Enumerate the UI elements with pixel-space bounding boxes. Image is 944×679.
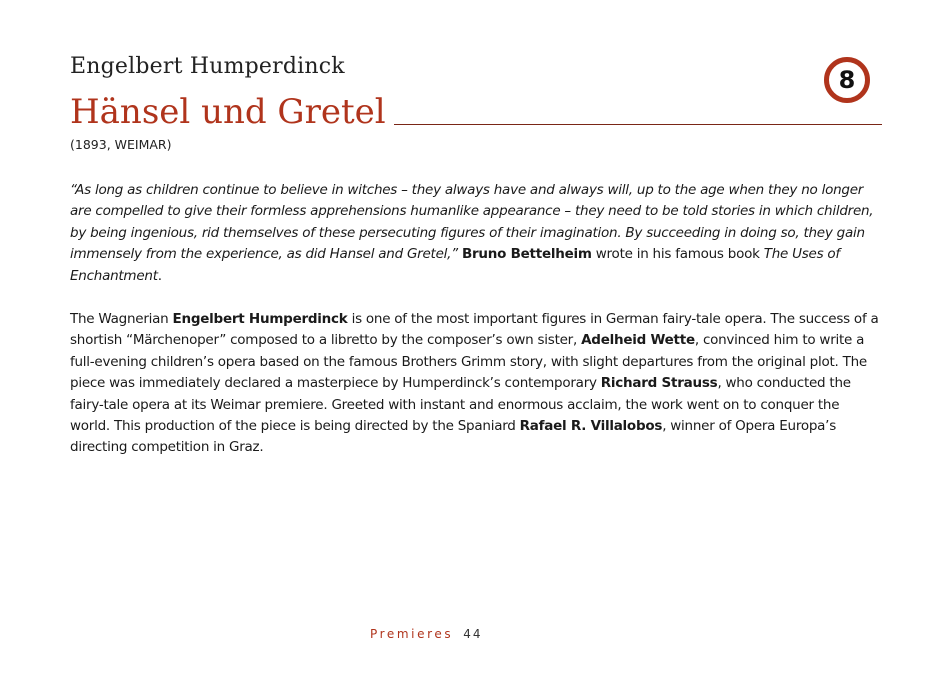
name-villalobos: Rafael R. Villalobos [519, 418, 663, 435]
body-text-2: is one of the most important figures in German fairy-tale opera. The success of a shortish “Märchenoper” composed to a libretto by the composer’s own sister, [70, 311, 879, 349]
book-title: The Uses of Enchantment [70, 246, 840, 284]
title-row [70, 92, 882, 136]
name-wette: Adelheid Wette [581, 332, 695, 349]
body-text-4: , who conducted the fairy-tale opera at its Weimar premiere. Greeted with instant and enormous acclaim, the work went on to conquer the world. This production of the piece is being directed by the Spaniard [70, 375, 851, 435]
quote-end: . [157, 267, 162, 284]
opera-title: Hänsel und Gretel [70, 92, 386, 132]
body-paragraph [70, 309, 880, 459]
composer-name: Engelbert Humperdinck [70, 54, 345, 79]
quote-author: Bruno Bettelheim [461, 246, 592, 263]
footer-section: Premieres [370, 627, 454, 641]
title-rule [394, 124, 882, 125]
quote-attribution: wrote in his famous book [595, 246, 760, 263]
quote-paragraph [70, 180, 880, 287]
quote-text: “As long as children continue to believe in witches – they always have and always will, up to the age when they no longer are compelled to give their formless apprehensions humanlike appearance – they need to be told stories in which children, by being ingenious, rid themselves of these persecuting figures of their imagination. By succeeding in doing so, they gain immensely from the experience, as did Hansel and Gretel,” [70, 182, 874, 263]
number-badge: 8 [824, 57, 870, 103]
name-strauss: Richard Strauss [600, 375, 718, 392]
premiere-meta: (1893, WEIMAR) [70, 137, 172, 152]
body-text-5: , winner of Opera Europa’s directing competition in Graz. [70, 418, 837, 456]
body-text-1: The Wagnerian [70, 311, 169, 327]
page-footer [370, 627, 482, 641]
body-text-3: , convinced him to write a full-evening children’s opera based on the famous Brothers Grimm story, with slight departures from the original plot. The piece was immediately declared a masterpiece by Humperdinck’s contemporary [70, 332, 867, 392]
name-humperdinck: Engelbert Humperdinck [172, 311, 348, 327]
page-number: 44 [463, 627, 483, 641]
